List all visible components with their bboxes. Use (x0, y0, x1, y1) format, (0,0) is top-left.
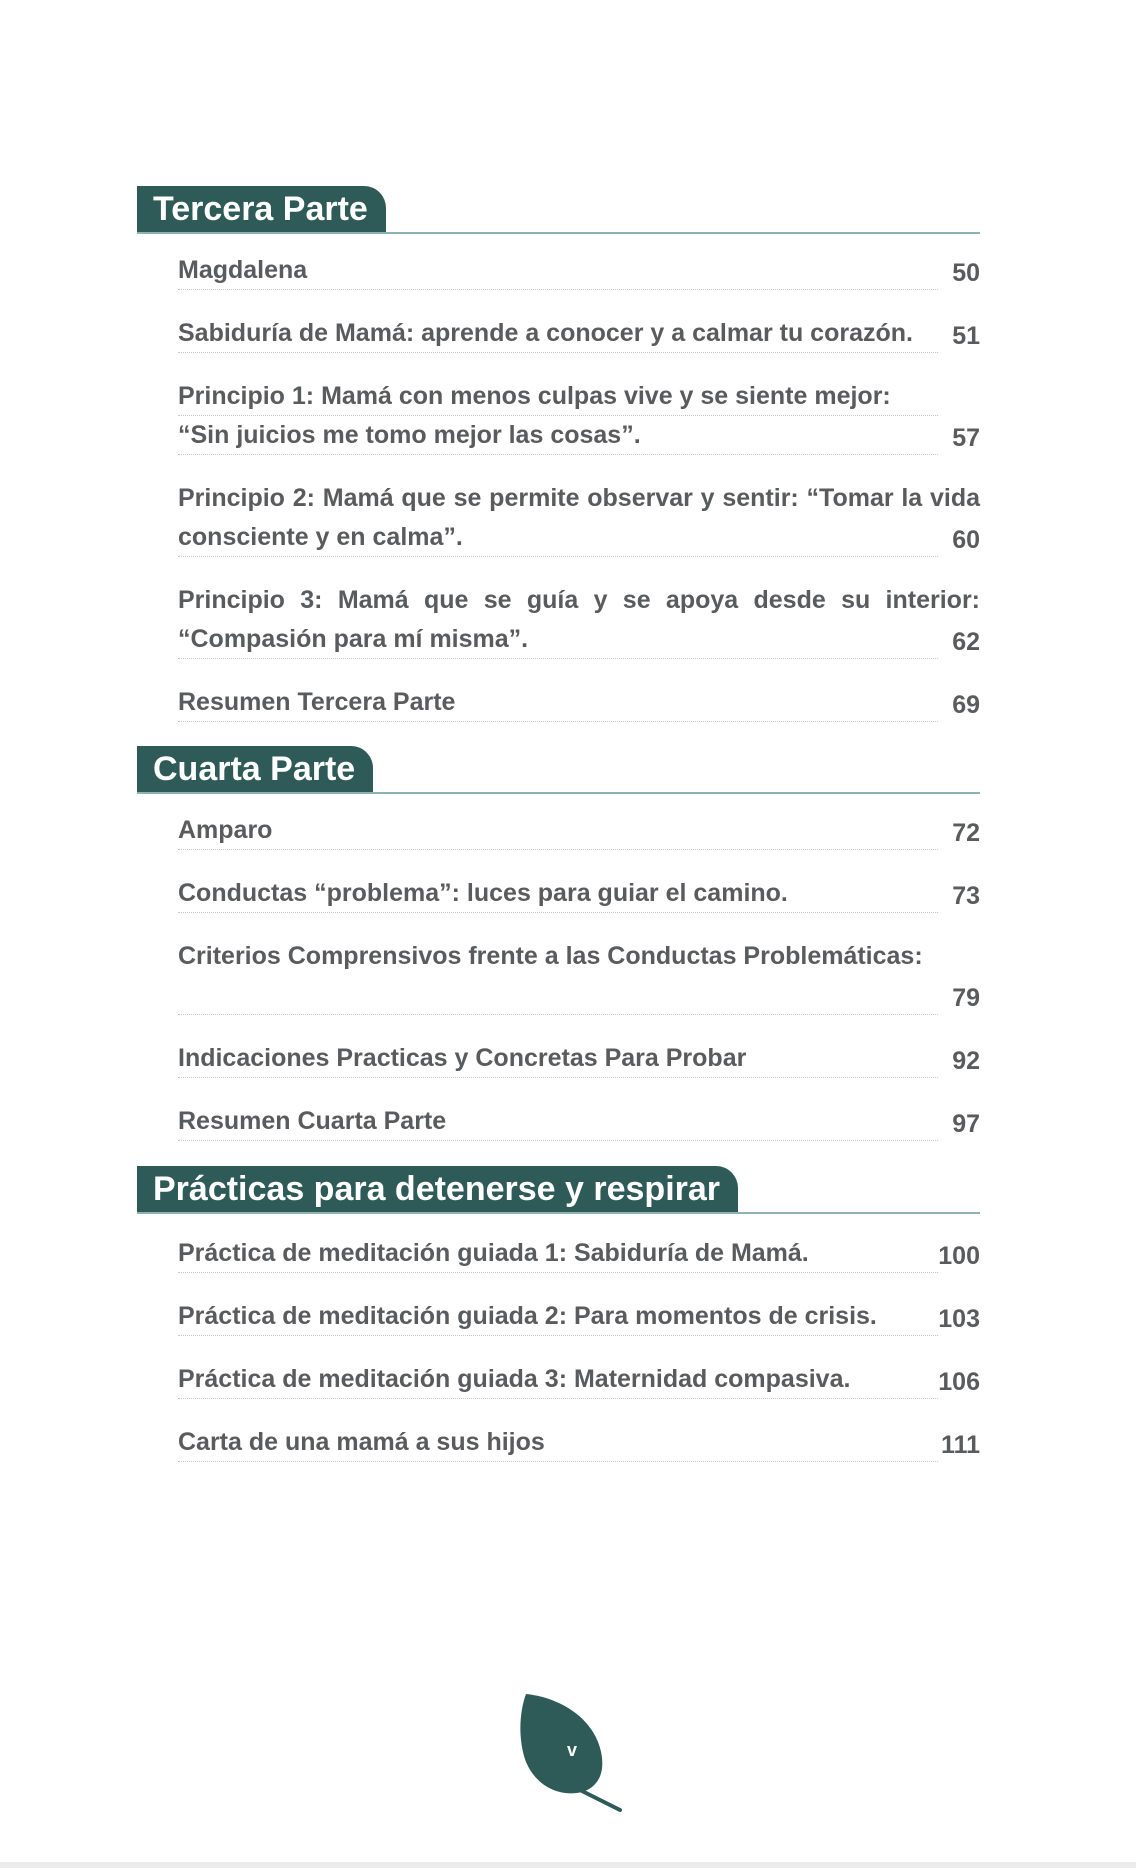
page-number: 57 (952, 424, 980, 452)
entry-text: Práctica de meditación guiada 1: Sabiduría de Mamá. (178, 1239, 809, 1267)
entry-text: Práctica de meditación guiada 3: Maternidad compasiva. (178, 1365, 851, 1393)
toc-entry[interactable] (178, 581, 980, 659)
page-number: 62 (952, 628, 980, 656)
page-number: 69 (952, 691, 980, 719)
page-number: 79 (952, 984, 980, 1012)
page-number: 106 (938, 1368, 980, 1396)
dotted-leader (178, 658, 938, 659)
entry-text: Principio 1: Mamá con menos culpas vive y se siente mejor: (178, 382, 891, 410)
dotted-leader (178, 1461, 938, 1462)
entry-text: Criterios Comprensivos frente a las Conductas Problemáticas: (178, 942, 923, 970)
entry-text: Resumen Cuarta Parte (178, 1107, 447, 1135)
page-number: 103 (938, 1305, 980, 1333)
toc-entry[interactable] (178, 1039, 980, 1078)
dotted-leader (178, 1077, 938, 1078)
dotted-leader (178, 1014, 938, 1015)
entry-text: consciente y en calma”. (178, 523, 463, 551)
page-number: 111 (941, 1431, 980, 1459)
page-number: 51 (952, 322, 980, 350)
page-number: 60 (952, 526, 980, 554)
entry-text: Amparo (178, 816, 273, 844)
toc-entry[interactable] (178, 874, 980, 913)
dotted-leader (178, 352, 938, 353)
dotted-leader (178, 289, 938, 290)
section-entries-tercera-parte (178, 251, 980, 722)
dotted-leader (178, 1398, 938, 1399)
page-bottom-edge (0, 1862, 1136, 1868)
toc-entry[interactable] (178, 1360, 980, 1399)
toc-entry[interactable] (178, 1297, 980, 1336)
entry-text: Principio 2: Mamá que se permite observar y sentir: “Tomar la vida (178, 484, 980, 512)
entry-text: “Sin juicios me tomo mejor las cosas”. (178, 421, 641, 449)
section-header-cuarta-parte (137, 746, 980, 794)
toc-entry[interactable] (178, 479, 980, 557)
section-header-practicas (137, 1166, 980, 1214)
section-title: Prácticas para detenerse y respirar (137, 1166, 738, 1212)
page-number: 100 (938, 1242, 980, 1270)
toc-entry[interactable] (178, 314, 980, 353)
section-entries-cuarta-parte (178, 811, 980, 1141)
entry-text: Principio 3: Mamá que se guía y se apoya desde su interior: (178, 586, 980, 614)
section-entries-practicas (178, 1234, 980, 1462)
section-title: Tercera Parte (137, 186, 386, 232)
dotted-leader (178, 1272, 938, 1273)
toc-entry[interactable] (178, 251, 980, 290)
section-header-tercera-parte (137, 186, 980, 234)
entry-text: Práctica de meditación guiada 2: Para momentos de crisis. (178, 1302, 877, 1330)
entry-text: Resumen Tercera Parte (178, 688, 456, 716)
entry-text: Carta de una mamá a sus hijos (178, 1428, 545, 1456)
page-number: 97 (952, 1110, 980, 1138)
page-number: 73 (952, 882, 980, 910)
dotted-leader (178, 849, 938, 850)
entry-text: “Compasión para mí misma”. (178, 625, 529, 653)
entry-text: Indicaciones Practicas y Concretas Para Probar (178, 1044, 747, 1072)
page-number: 72 (952, 819, 980, 847)
toc-entry[interactable] (178, 1423, 980, 1462)
page-number: 50 (952, 259, 980, 287)
page-folio: v (566, 1739, 577, 1760)
toc-entry[interactable] (178, 811, 980, 850)
entry-text: Sabiduría de Mamá: aprende a conocer y a calmar tu corazón. (178, 319, 913, 347)
section-title: Cuarta Parte (137, 746, 373, 792)
toc-entry[interactable] (178, 937, 980, 1015)
entry-text: Conductas “problema”: luces para guiar el camino. (178, 879, 788, 907)
toc-entry[interactable] (178, 1102, 980, 1141)
page-number: 92 (952, 1047, 980, 1075)
dotted-leader (178, 556, 938, 557)
toc-entry[interactable] (178, 377, 980, 455)
toc-entry[interactable] (178, 1234, 980, 1273)
dotted-leader (178, 1140, 938, 1141)
dotted-leader (178, 912, 938, 913)
dotted-leader (178, 454, 938, 455)
entry-text: Magdalena (178, 256, 308, 284)
toc-entry[interactable] (178, 683, 980, 722)
dotted-leader (178, 1335, 938, 1336)
dotted-leader (178, 721, 938, 722)
leaf-page-marker (518, 1692, 624, 1812)
